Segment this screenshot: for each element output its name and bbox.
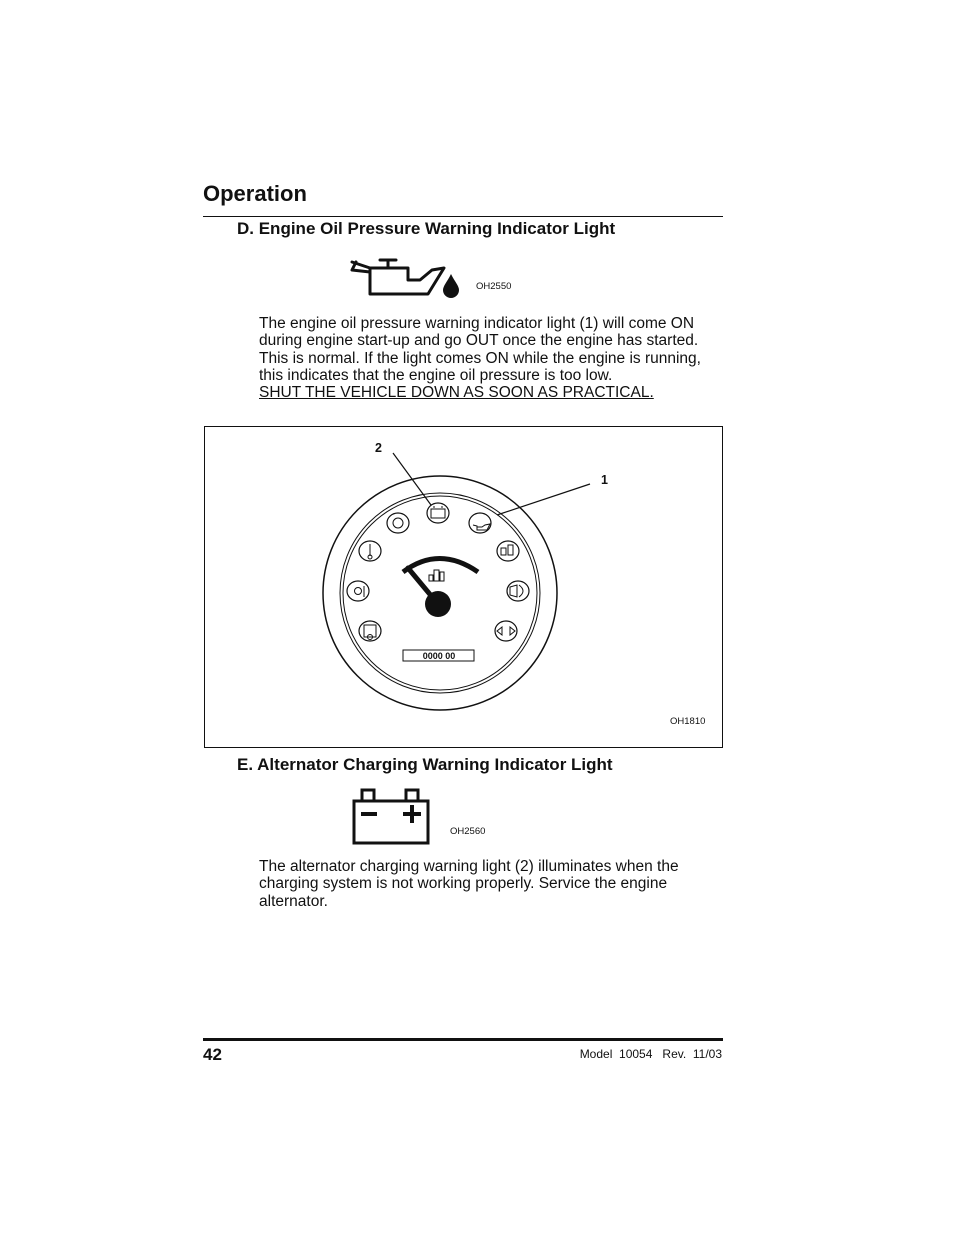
figure-code-oh2550: OH2550 xyxy=(476,281,512,292)
header-rule xyxy=(203,216,723,217)
paragraph-line: This is normal. If the light comes ON while the engine is running, xyxy=(259,349,701,367)
callout-1: 1 xyxy=(601,473,608,487)
model-revision: Model 10054 Rev. 11/03 xyxy=(579,1047,722,1061)
page-title: Operation xyxy=(203,181,307,206)
section-e-heading: E. Alternator Charging Warning Indicator Light xyxy=(237,755,613,774)
paragraph-line: this indicates that the engine oil pressure is too low. xyxy=(259,366,613,384)
section-e-paragraph xyxy=(259,858,729,910)
instrument-cluster-gauge xyxy=(205,427,720,745)
battery-icon xyxy=(351,786,431,846)
section-d-heading: D. Engine Oil Pressure Warning Indicator Light xyxy=(237,219,616,238)
paragraph-line: during engine start-up and go OUT once the engine has started. xyxy=(259,332,699,350)
odometer-readout: 0000 00 xyxy=(422,651,456,661)
page-number: 42 xyxy=(203,1045,222,1064)
footer-rule xyxy=(203,1038,723,1041)
callout-2: 2 xyxy=(375,441,382,455)
section-d-paragraph xyxy=(259,315,729,401)
shutdown-warning: SHUT THE VEHICLE DOWN AS SOON AS PRACTICAL. xyxy=(259,384,654,402)
paragraph-line: charging system is not working properly. Service the engine xyxy=(259,875,668,893)
paragraph-line: alternator. xyxy=(259,892,328,910)
figure-code-oh1810: OH1810 xyxy=(670,716,706,727)
figure-code-oh2560: OH2560 xyxy=(450,826,486,837)
paragraph-line: The alternator charging warning light (2) illuminates when the xyxy=(259,858,679,875)
paragraph-line: The engine oil pressure warning indicator light (1) will come ON xyxy=(259,315,695,332)
oil-can-icon xyxy=(348,256,462,300)
